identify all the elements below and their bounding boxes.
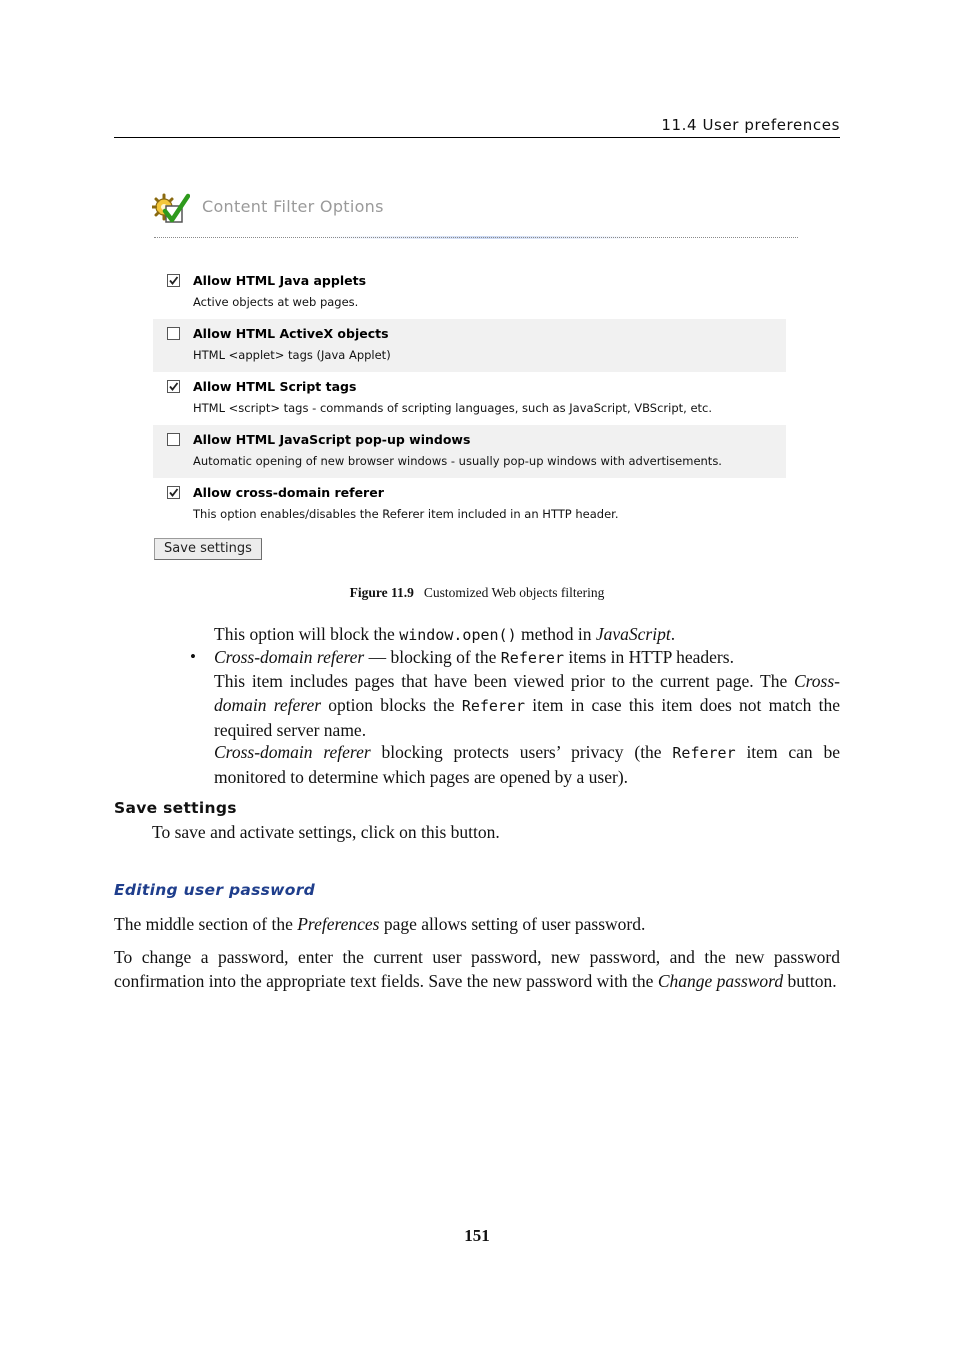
text: item in case this item does not match the required server name.: [214, 695, 841, 740]
option-java-applets: [153, 266, 786, 319]
option-label: Allow HTML Java applets: [193, 273, 367, 288]
save-settings-heading: Save settings: [114, 799, 237, 817]
emphasis: Change password: [657, 971, 784, 991]
figure-label: Figure 11.9: [349, 585, 414, 600]
running-header: [114, 114, 840, 138]
text: option blocks the: [321, 695, 462, 715]
emphasis: Cross-domain referer: [214, 742, 371, 762]
code-window-open: window.open(): [399, 626, 517, 644]
option-label: Allow HTML ActiveX objects: [193, 326, 389, 341]
emphasis: JavaScript: [595, 624, 671, 644]
checkbox-cross-domain-referer[interactable]: [167, 486, 180, 499]
bullet-icon: •: [190, 647, 196, 666]
emphasis: Cross-domain referer: [214, 671, 840, 715]
text: To change a password, enter the current user password, new password, and the new password confirmation into the appropriate text fields. Save the new password with the: [114, 947, 840, 991]
checkbox-java-applets[interactable]: [167, 274, 180, 287]
option-label: Allow cross-domain referer: [193, 485, 384, 500]
text: item can be monitored to determine which pages are opened by a user).: [214, 742, 840, 787]
editing-password-heading: Editing user password: [114, 881, 316, 899]
text: blocking protects users’ privacy (the: [370, 742, 673, 762]
save-settings-button[interactable]: Save settings: [154, 538, 262, 560]
filter-options-title: Content Filter Options: [202, 197, 384, 216]
checkbox-activex-objects[interactable]: [167, 327, 180, 340]
text: items in HTTP headers.: [564, 647, 734, 667]
option-label: Allow HTML Script tags: [193, 379, 357, 394]
emphasis: Preferences: [297, 914, 380, 934]
section-title: 11.4 User preferences: [661, 116, 840, 134]
title-dotted-rule: [154, 237, 798, 238]
option-description: Active objects at web pages.: [193, 295, 359, 309]
option-description: HTML <script> tags - commands of scripting languages, such as JavaScript, VBScript, etc.: [193, 401, 713, 415]
checkbox-popup-windows[interactable]: [167, 433, 180, 446]
text: The middle section of the: [114, 914, 298, 934]
option-cross-domain-referer: [153, 478, 786, 531]
emphasis: Cross-domain referer: [214, 647, 365, 667]
content-filter-figure: [150, 185, 810, 570]
text: This option will block the: [214, 624, 400, 644]
option-activex-objects: [153, 319, 786, 372]
bullet-cross-domain: [214, 645, 840, 670]
option-label: Allow HTML JavaScript pop-up windows: [193, 432, 471, 447]
save-settings-text: To save and activate settings, click on this button.: [152, 822, 500, 842]
text: .: [670, 624, 676, 644]
text: This item includes pages that have been viewed prior to the current page. The: [214, 671, 794, 691]
text: — blocking of the: [364, 647, 501, 667]
checkbox-script-tags[interactable]: [167, 380, 180, 393]
figure-caption-text: Customized Web objects filtering: [423, 585, 605, 600]
paragraph-privacy: [214, 740, 840, 789]
text: button.: [783, 971, 837, 991]
paragraph-referer-block: [214, 669, 840, 742]
text: page allows setting of user password.: [379, 914, 646, 934]
option-description: Automatic opening of new browser windows - usually pop-up windows with advertisements.: [193, 454, 722, 468]
option-popup-windows: [153, 425, 786, 478]
code-referer: Referer: [461, 697, 526, 715]
paragraph-preferences: [114, 912, 840, 936]
option-description: This option enables/disables the Referer item included in an HTTP header.: [193, 507, 619, 521]
paragraph-window-open: [214, 622, 840, 647]
paragraph-change-password: [114, 945, 840, 993]
page-number: 151: [464, 1226, 490, 1245]
text: method in: [516, 624, 596, 644]
code-referer: Referer: [672, 744, 736, 762]
option-description: HTML <applet> tags (Java Applet): [193, 348, 391, 362]
option-script-tags: [153, 372, 786, 425]
checkmark-gear-icon: [152, 192, 190, 226]
figure-caption: [0, 585, 954, 601]
code-referer: Referer: [500, 649, 564, 667]
